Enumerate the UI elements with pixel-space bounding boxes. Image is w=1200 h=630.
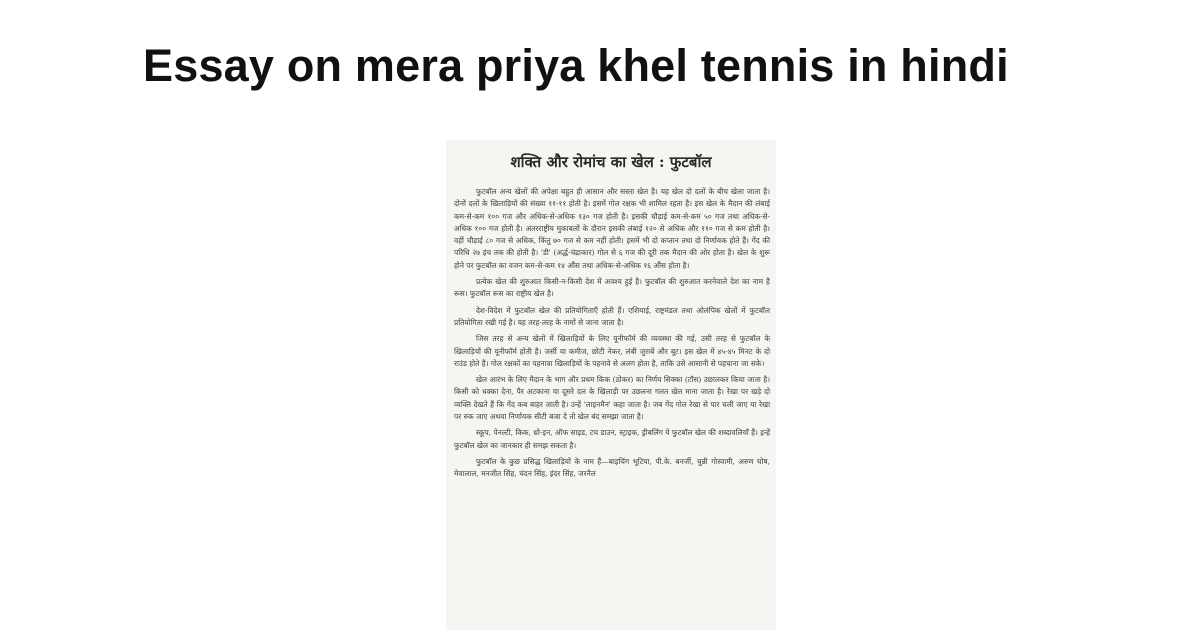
scan-paragraph: खेल आरंभ के लिए मैदान के भाग और प्रथम किक (ठोकर) का निर्णय सिक्का (टॉस) उछालकर किया जाता है। किसी को धक्का देना, पैर अटकाना या दूसरे दल के खिलाड़ी पर उछलना गलत खेल माना जाता है। रेखा पर खड़े दो व्यक्ति देखते हैं कि गेंद कब बाहर जाती है। उन्हें 'लाइनमैन' कहा जाता है। जब गेंद गोल रेखा से पार चली जाए या रेखा पर रुक जाए अथवा निर्णायक सीटी बजा दे तो खेल बंद समझा जाता है। <box>454 375 770 422</box>
scan-paragraph: स्कूप, पेनल्टी, किक, थ्रो-इन, ऑफ साइड, टच डाउन, स्ट्राइक, ड्रीबलिंग ये फुटबॉल खेल की शब्दावलियाँ हैं। इन्हें फुटबॉल खेल का जानकार ही समझ सकता है। <box>454 428 770 450</box>
scan-body <box>446 186 776 481</box>
scanned-page-image <box>446 140 776 630</box>
scan-paragraph: जिस तरह से अन्य खेलों में खिलाड़ियों के लिए यूनीफॉर्म की व्यवस्था की गई, उसी तरह से फुटबॉल के खिलाड़ियों की यूनीफॉर्म होती है। जर्सी या कमीज, छोटी नेकर, लंबी जुराबें और बूट। इस खेल में ४५-४५ मिनट के दो राउंड होते हैं। गोल रक्षकों का पहनावा खिलाड़ियों के पहनावे से अलग होता है, ताकि उसे आसानी से पहचाना जा सके। <box>454 334 770 368</box>
scan-paragraph: फुटबॉल अन्य खेलों की अपेक्षा बहुत ही आसान और सस्ता खेल है। यह खेल दो दलों के बीच खेला जाता है। दोनों दलों के खिलाड़ियों की संख्या ११-११ होती है। इसमें गोल रक्षक भी शामिल रहता है। इस खेल के मैदान की लंबाई कम-से-कम १०० गज और अधिक-से-अधिक १३० गज होती है। इसकी चौड़ाई कम-से-कम ५० गज तथा अधिक-से-अधिक १०० गज होती है। अंतरराष्ट्रीय मुकाबलों के दौरान इसकी लंबाई १२० से अधिक और ११० गज से कम होती है। वहीं चौड़ाई ८० गज से अधिक, किंतु ७० गज से कम नहीं होती। इसमें भी दो कप्तान तथा दो निर्णायक होते हैं। गेंद की परिधि २७ इंच तक की होती है। 'डी' (अर्द्ध-चंद्राकार) गोल से ६ गज की दूरी तक मैदान की ओर होता है। खेल के शुरू होने पर फुटबॉल का वजन कम-से-कम १४ औंस तथा अधिक-से-अधिक १६ औंस होता है। <box>454 187 770 270</box>
scan-paragraph: फुटबॉल के कुछ प्रसिद्ध खिलाड़ियों के नाम हैं—बाइचिंग भूटिया, पी.के. बनर्जी, चुन्नी गोस्वामी, अरुण घोष, मेवालाल, मनजीत सिंह, चंदन सिंह, इंदर सिंह, जरनैल <box>454 456 770 479</box>
scan-paragraph: देश-विदेश में फुटबॉल खेल की प्रतियोगिताएँ होती हैं। एशियाई, राष्ट्रमंडल तथा ओलंपिक खेलों में फुटबॉल प्रतियोगिता रखी गई है। यह तरह-तरह के नामों से जाना जाता है। <box>454 305 770 327</box>
page-title: Essay on mera priya khel tennis in hindi <box>143 40 1009 91</box>
scan-paragraph: प्रत्येक खेल की शुरुआत किसी-न-किसी देश में अवश्य हुई है। फुटबॉल की शुरुआत करनेवाले देश का नाम है रूस। फुटबॉल रूस का राष्ट्रीय खेल है। <box>454 277 770 299</box>
scan-heading: शक्ति और रोमांच का खेल : फुटबॉल <box>510 153 712 171</box>
